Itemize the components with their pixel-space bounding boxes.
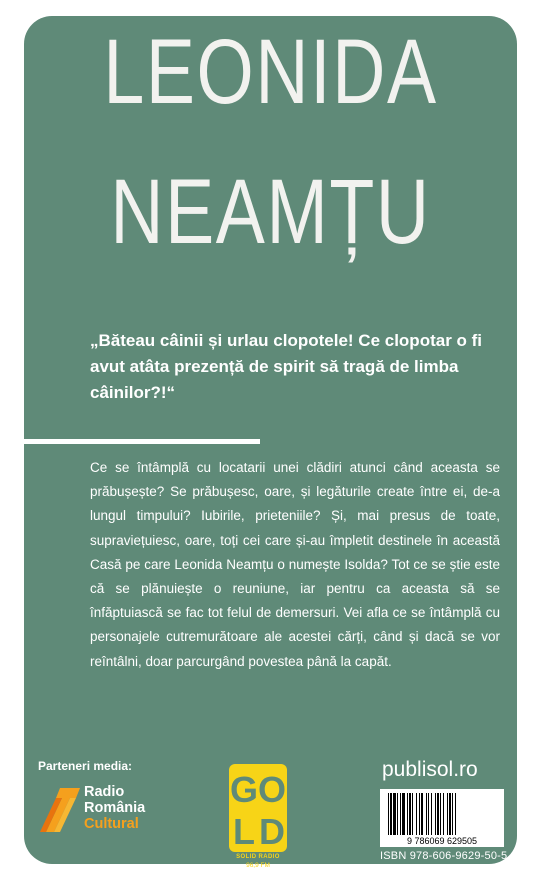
radio-logo-icon — [40, 784, 80, 834]
divider-rule — [24, 439, 260, 444]
book-blurb: Ce se întâmplă cu locatarii unei clădiri atunci când aceasta se prăbușește? Se prăbușesc, oare, și legăturile create între ei, de-a lungul timpului? Iubirile, prieteniile? Și, mai presus de toate, supraviețuiesc, oare, toți cei care și-au împletit destinele în această Casă pe care Leonida Neamțu o numește Isolda? Tot ce se știe este că se plănuiește o reuniune, iar pentru ca aceasta să se înfăptuiască se fac tot felul de demersuri. Vei afla ce se întâmplă cu personajele cutremurătoare ale acestei cărți, când și dacă se vor reîntâlni, doar parcurgând povestea până la capăt. — [90, 460, 500, 669]
barcode-icon — [380, 789, 504, 847]
author-last-name: NEAMȚU — [110, 161, 431, 263]
radio-romania-cultural-logo — [40, 784, 200, 834]
svg-text:O: O — [257, 769, 287, 810]
gold-logo-frequency: 96,9 FM — [246, 862, 270, 869]
svg-text:G: G — [229, 769, 259, 810]
gold-logo-subtitle: SOLID RADIO — [236, 854, 280, 860]
back-cover — [24, 16, 517, 869]
author-first-name: LEONIDA — [103, 21, 438, 123]
svg-text:L: L — [233, 811, 255, 852]
isbn: ISBN 978-606-9629-50-5 — [380, 850, 508, 862]
media-partners-label: Parteneri media: — [38, 759, 133, 773]
svg-text:D: D — [259, 811, 285, 852]
radio-logo-line2: România — [84, 800, 146, 816]
publisher-website: publisol.ro — [382, 758, 478, 781]
radio-logo-line1: Radio — [84, 784, 125, 800]
gold-solid-radio-logo — [229, 764, 287, 852]
barcode-digits: 9 786069 629505 — [406, 836, 478, 846]
radio-logo-line3: Cultural — [84, 816, 139, 832]
book-quote: „Băteau câinii și urlau clopotele! Ce clopotar o fi avut atâta prezență de spirit să tragă de limba câinilor?!“ — [90, 331, 483, 402]
